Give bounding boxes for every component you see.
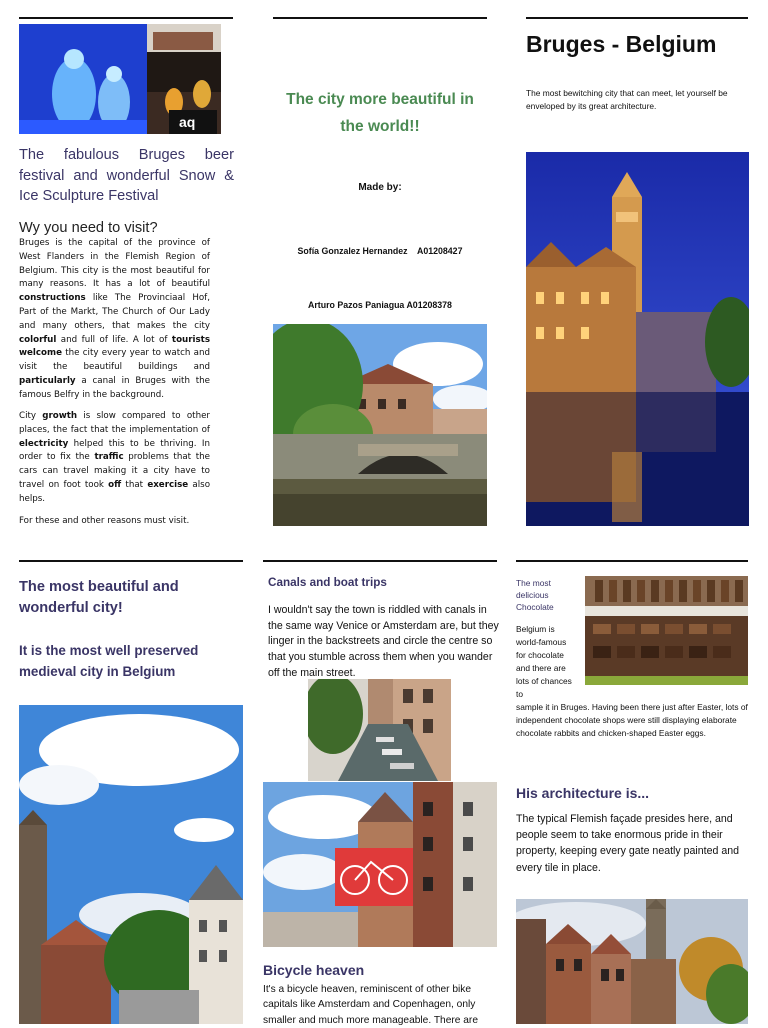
why-visit-paragraph-2: City growth is slow compared to other places, the fact that the implementation of electricity helped this to be thriving. In order to fix the traffic problems that the cars can travel making it a city have to travel on foot took off that exercise also helps. [19,411,211,504]
top-rule-middle [273,17,487,19]
bicycle-banner-photo [263,782,497,947]
why-visit-paragraph-1: Bruges is the capital of the province of West Flanders in the Flemish Region of Belgium. This city is the most beautiful for many reasons. It has a lot of beautiful constructions like The Provinciaal Hof, Part of the Markt, The Church of Our Lady and many others, that makes the city colorful and full of life. A lot of tourists welcome the city every year to watch and visit the beautiful buildings and particularly a canal in Bruges with the famous Belfry in the background. [19,238,210,400]
mid-rule-middle [263,560,497,562]
chocolate-full-text: sample it in Bruges. Having been there just after Easter, lots of independent chocolate shops were still displaying elaborate chocolate rabbits and chicken-shaped Easter eggs. [516,702,748,738]
intro-text: The most bewitching city that can meet, let yourself be enveloped by its great architecture. [526,88,728,111]
architecture-heading: His architecture is... [516,785,650,801]
canals-text: I wouldn't say the town is riddled with canals in the same way Venice or Amsterdam are, but they linger in the backstreets and circle the centre so that you stumble across them when you wander off the main street. [268,604,499,679]
bicycle-heading: Bicycle heaven [263,962,365,978]
top-rule-right [526,17,748,19]
architecture-text: The typical Flemish façade presides here, and people seem to take enormous pride in their property, keeping every gate neatly painted and every tile in place. [516,813,740,874]
mid-rule-left [19,560,243,562]
why-visit-heading: Wy you need to visit? [19,220,158,236]
flemish-facades-photo [516,899,748,1024]
beer-festival-caption: The fabulous Bruges beer festival and wonderful Snow & Ice Sculpture Festival [19,147,234,204]
chocolate-heading: The most delicious Chocolate [516,578,554,612]
canal-bridge-photo [273,324,487,526]
page-title: Bruges - Belgium [526,31,717,57]
ice-sculpture-beer-photo [19,24,221,134]
tagline: The city more beautiful in the world!! [286,91,474,135]
belfry-day-photo [19,705,243,1024]
beautiful-city-heading: The most beautiful and wonderful city! [19,579,179,616]
belfry-night-photo [526,152,749,526]
made-by-label: Made by: [358,182,402,193]
why-visit-conclusion: For these and other reasons must visit. [19,516,190,526]
svg-text:aq: aq [179,114,196,130]
canal-boats-photo [308,679,451,781]
medieval-city-heading: It is the most well preserved medieval city in Belgium [19,643,199,679]
top-rule-left [19,17,233,19]
chocolate-side-text: Belgium is world-famous for chocolate and there are lots of chances to [516,624,572,699]
mid-rule-right [516,560,748,562]
bicycle-text: It's a bicycle heaven, reminiscent of other bike capitals like Amsterdam and Copenhagen, only smaller and much more manageable. There are [263,984,478,1026]
author-name: Arturo Pazos Paniagua A01208378 [308,299,452,310]
canals-heading: Canals and boat trips [268,576,387,589]
author-name: Sofía Gonzalez Hernandez A01208427 [297,246,463,257]
chocolate-shop-photo [585,576,748,685]
